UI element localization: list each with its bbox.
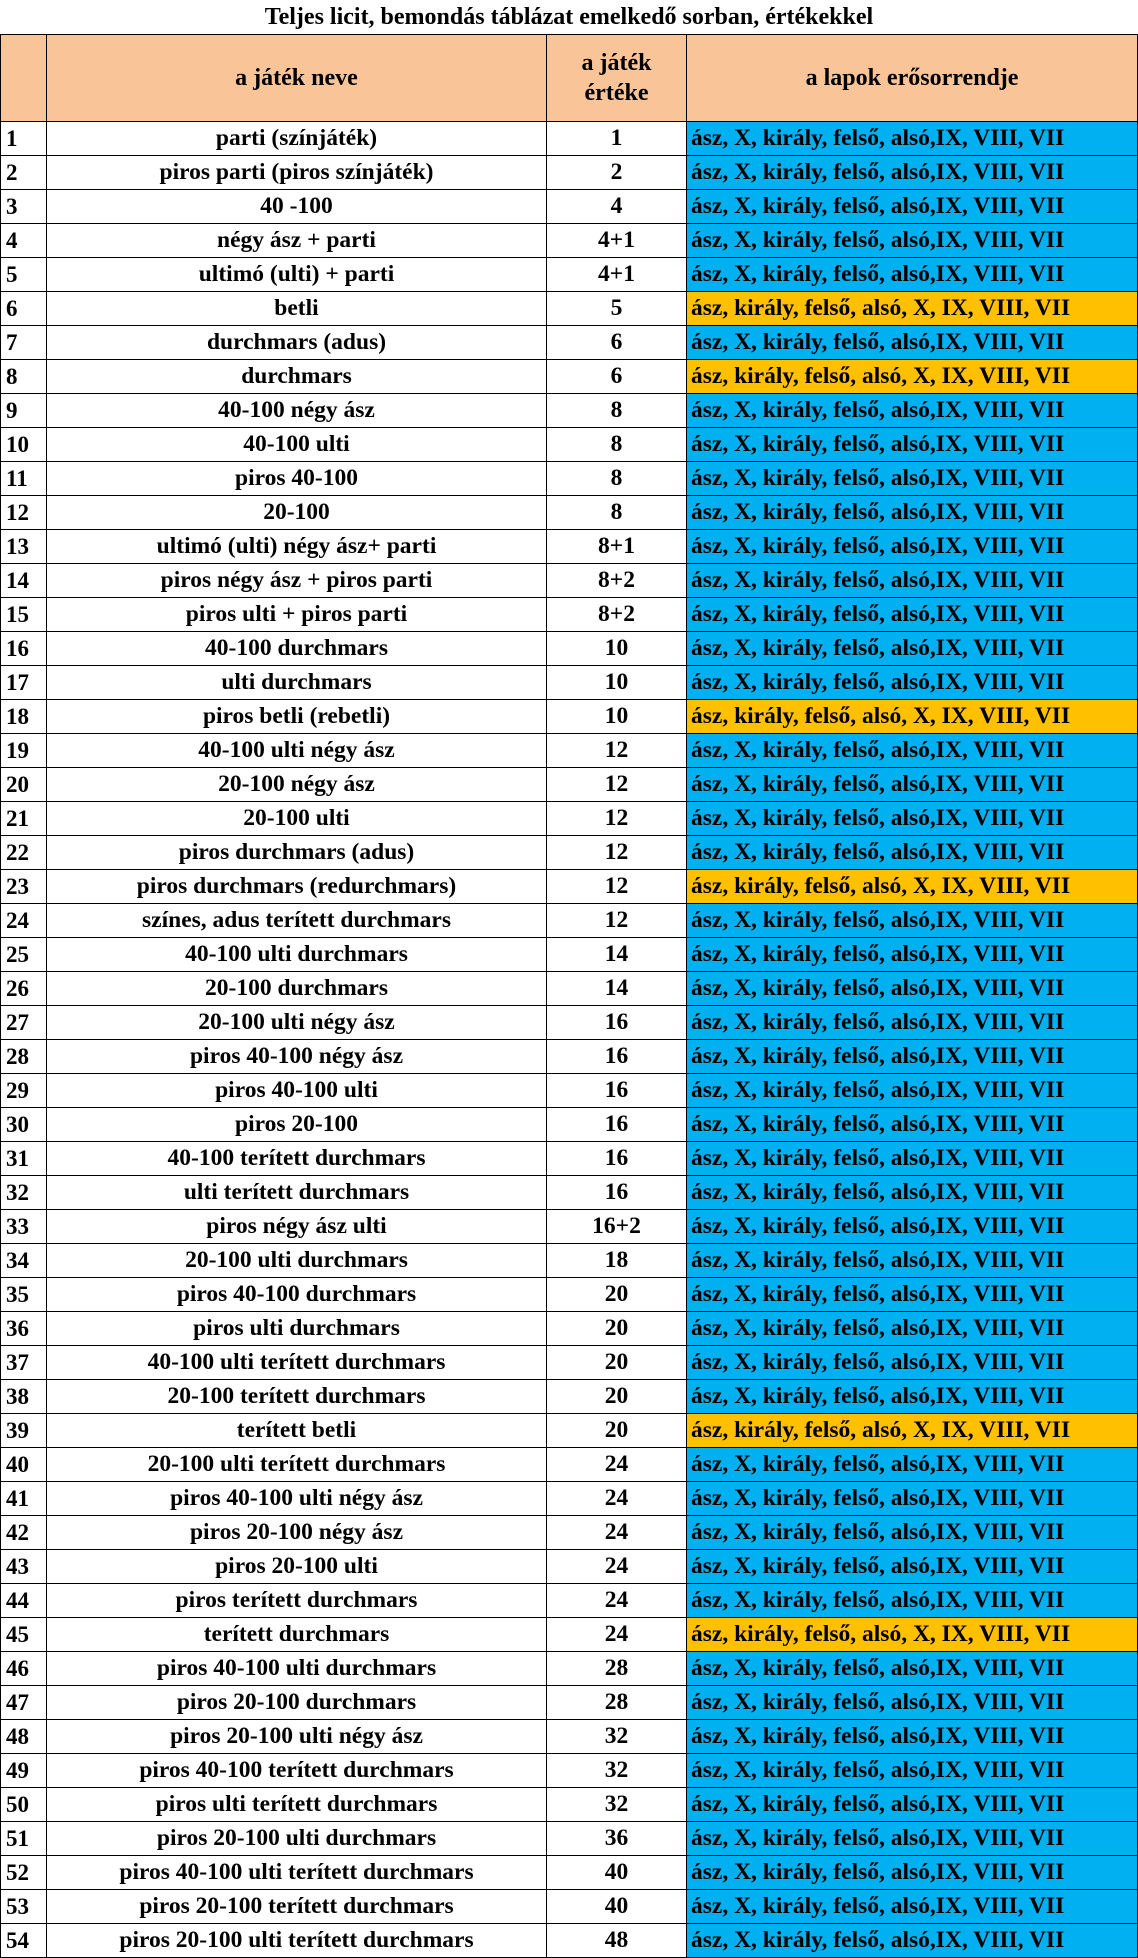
- card-order: ász, X, király, felső, alsó,IX, VIII, VII: [687, 598, 1138, 632]
- header-game-name: a játék neve: [47, 35, 547, 122]
- game-name: durchmars: [47, 360, 547, 394]
- table-row: [1, 1516, 1138, 1550]
- card-order: ász, király, felső, alsó, X, IX, VIII, VII: [687, 360, 1138, 394]
- card-order: ász, X, király, felső, alsó,IX, VIII, VII: [687, 1278, 1138, 1312]
- game-value: 24: [547, 1448, 687, 1482]
- table-row: [1, 734, 1138, 768]
- row-number: 27: [1, 1006, 47, 1040]
- game-name: négy ász + parti: [47, 224, 547, 258]
- table-row: [1, 904, 1138, 938]
- row-number: 49: [1, 1754, 47, 1788]
- card-order: ász, X, király, felső, alsó,IX, VIII, VII: [687, 1108, 1138, 1142]
- game-name: piros ulti + piros parti: [47, 598, 547, 632]
- table-row: [1, 666, 1138, 700]
- row-number: 44: [1, 1584, 47, 1618]
- game-name: 20-100 durchmars: [47, 972, 547, 1006]
- game-value: 24: [547, 1482, 687, 1516]
- card-order: ász, X, király, felső, alsó,IX, VIII, VII: [687, 1550, 1138, 1584]
- game-name: színes, adus terített durchmars: [47, 904, 547, 938]
- header-card-order: a lapok erősorrendje: [687, 35, 1138, 122]
- game-name: piros négy ász + piros parti: [47, 564, 547, 598]
- row-number: 17: [1, 666, 47, 700]
- card-order: ász, X, király, felső, alsó,IX, VIII, VII: [687, 1754, 1138, 1788]
- table-row: [1, 1210, 1138, 1244]
- table-row: [1, 1108, 1138, 1142]
- game-value: 8: [547, 462, 687, 496]
- card-order: ász, X, király, felső, alsó,IX, VIII, VII: [687, 258, 1138, 292]
- card-order: ász, X, király, felső, alsó,IX, VIII, VII: [687, 1006, 1138, 1040]
- game-value: 20: [547, 1346, 687, 1380]
- game-name: 40-100 négy ász: [47, 394, 547, 428]
- card-order: ász, X, király, felső, alsó,IX, VIII, VII: [687, 938, 1138, 972]
- card-order: ász, X, király, felső, alsó,IX, VIII, VII: [687, 1040, 1138, 1074]
- row-number: 48: [1, 1720, 47, 1754]
- card-order: ász, X, király, felső, alsó,IX, VIII, VII: [687, 394, 1138, 428]
- row-number: 24: [1, 904, 47, 938]
- game-value: 24: [547, 1618, 687, 1652]
- game-value: 14: [547, 938, 687, 972]
- card-order: ász, X, király, felső, alsó,IX, VIII, VII: [687, 564, 1138, 598]
- card-order: ász, X, király, felső, alsó,IX, VIII, VII: [687, 462, 1138, 496]
- row-number: 7: [1, 326, 47, 360]
- game-name: piros 20-100 ulti: [47, 1550, 547, 1584]
- game-name: piros 20-100 négy ász: [47, 1516, 547, 1550]
- row-number: 4: [1, 224, 47, 258]
- game-name: 40-100 ulti durchmars: [47, 938, 547, 972]
- card-order: ász, X, király, felső, alsó,IX, VIII, VII: [687, 1482, 1138, 1516]
- row-number: 11: [1, 462, 47, 496]
- card-order: ász, X, király, felső, alsó,IX, VIII, VII: [687, 1652, 1138, 1686]
- game-value: 8+1: [547, 530, 687, 564]
- row-number: 42: [1, 1516, 47, 1550]
- card-order: ász, X, király, felső, alsó,IX, VIII, VII: [687, 428, 1138, 462]
- game-name: piros 20-100: [47, 1108, 547, 1142]
- game-value: 8: [547, 428, 687, 462]
- game-name: piros 40-100 ulti négy ász: [47, 1482, 547, 1516]
- card-order: ász, X, király, felső, alsó,IX, VIII, VII: [687, 1516, 1138, 1550]
- table-row: [1, 1482, 1138, 1516]
- game-name: 40-100 durchmars: [47, 632, 547, 666]
- row-number: 40: [1, 1448, 47, 1482]
- table-row: [1, 1720, 1138, 1754]
- table-row: [1, 1924, 1138, 1958]
- row-number: 36: [1, 1312, 47, 1346]
- game-value: 16: [547, 1142, 687, 1176]
- table-row: [1, 1856, 1138, 1890]
- row-number: 6: [1, 292, 47, 326]
- card-order: ász, X, király, felső, alsó,IX, VIII, VII: [687, 496, 1138, 530]
- card-order: ász, X, király, felső, alsó,IX, VIII, VII: [687, 122, 1138, 156]
- row-number: 45: [1, 1618, 47, 1652]
- card-order: ász, X, király, felső, alsó,IX, VIII, VII: [687, 1448, 1138, 1482]
- game-name: terített durchmars: [47, 1618, 547, 1652]
- card-order: ász, király, felső, alsó, X, IX, VIII, VII: [687, 292, 1138, 326]
- row-number: 35: [1, 1278, 47, 1312]
- row-number: 43: [1, 1550, 47, 1584]
- game-value: 16: [547, 1074, 687, 1108]
- game-name: ulti durchmars: [47, 666, 547, 700]
- game-name: piros ulti durchmars: [47, 1312, 547, 1346]
- row-number: 19: [1, 734, 47, 768]
- table-row: [1, 1890, 1138, 1924]
- card-order: ász, X, király, felső, alsó,IX, VIII, VII: [687, 666, 1138, 700]
- game-name: piros 40-100 ulti durchmars: [47, 1652, 547, 1686]
- card-order: ász, X, király, felső, alsó,IX, VIII, VII: [687, 1788, 1138, 1822]
- game-name: 20-100 ulti durchmars: [47, 1244, 547, 1278]
- table-row: [1, 1550, 1138, 1584]
- game-value: 12: [547, 904, 687, 938]
- game-value: 48: [547, 1924, 687, 1958]
- table-row: [1, 836, 1138, 870]
- game-value: 24: [547, 1550, 687, 1584]
- table-row: [1, 394, 1138, 428]
- row-number: 21: [1, 802, 47, 836]
- row-number: 8: [1, 360, 47, 394]
- card-order: ász, király, felső, alsó, X, IX, VIII, VII: [687, 870, 1138, 904]
- game-value: 10: [547, 666, 687, 700]
- game-name: piros parti (piros színjáték): [47, 156, 547, 190]
- table-row: [1, 1652, 1138, 1686]
- game-name: 40-100 ulti terített durchmars: [47, 1346, 547, 1380]
- table-row: [1, 224, 1138, 258]
- game-value: 8+2: [547, 564, 687, 598]
- row-number: 33: [1, 1210, 47, 1244]
- game-name: piros betli (rebetli): [47, 700, 547, 734]
- game-value: 20: [547, 1312, 687, 1346]
- row-number: 51: [1, 1822, 47, 1856]
- row-number: 13: [1, 530, 47, 564]
- table-row: [1, 870, 1138, 904]
- game-value: 12: [547, 734, 687, 768]
- card-order: ász, király, felső, alsó, X, IX, VIII, VII: [687, 700, 1138, 734]
- game-name: 40-100 terített durchmars: [47, 1142, 547, 1176]
- game-name: 20-100: [47, 496, 547, 530]
- game-name: piros 40-100 ulti terített durchmars: [47, 1856, 547, 1890]
- bidding-table: [0, 34, 1138, 1958]
- table-row: [1, 530, 1138, 564]
- table-row: [1, 972, 1138, 1006]
- card-order: ász, király, felső, alsó, X, IX, VIII, VII: [687, 1414, 1138, 1448]
- game-value: 40: [547, 1856, 687, 1890]
- table-row: [1, 1686, 1138, 1720]
- game-value: 16: [547, 1176, 687, 1210]
- game-name: piros 20-100 ulti terített durchmars: [47, 1924, 547, 1958]
- table-row: [1, 938, 1138, 972]
- row-number: 26: [1, 972, 47, 1006]
- game-name: betli: [47, 292, 547, 326]
- game-value: 20: [547, 1380, 687, 1414]
- table-row: [1, 1040, 1138, 1074]
- game-value: 32: [547, 1788, 687, 1822]
- game-name: piros ulti terített durchmars: [47, 1788, 547, 1822]
- table-row: [1, 1312, 1138, 1346]
- card-order: ász, X, király, felső, alsó,IX, VIII, VII: [687, 1380, 1138, 1414]
- game-value: 36: [547, 1822, 687, 1856]
- card-order: ász, X, király, felső, alsó,IX, VIII, VII: [687, 632, 1138, 666]
- game-name: piros 40-100 terített durchmars: [47, 1754, 547, 1788]
- card-order: ász, X, király, felső, alsó,IX, VIII, VII: [687, 1244, 1138, 1278]
- table-row: [1, 1346, 1138, 1380]
- table-row: [1, 1380, 1138, 1414]
- game-name: 40 -100: [47, 190, 547, 224]
- row-number: 47: [1, 1686, 47, 1720]
- game-name: piros 40-100 négy ász: [47, 1040, 547, 1074]
- row-number: 2: [1, 156, 47, 190]
- table-row: [1, 496, 1138, 530]
- game-name: piros durchmars (adus): [47, 836, 547, 870]
- table-row: [1, 258, 1138, 292]
- row-number: 1: [1, 122, 47, 156]
- table-title: Teljes licit, bemondás táblázat emelkedő sorban, értékekkel: [264, 4, 874, 30]
- table-row: [1, 1244, 1138, 1278]
- game-value: 18: [547, 1244, 687, 1278]
- row-number: 12: [1, 496, 47, 530]
- game-name: 20-100 ulti terített durchmars: [47, 1448, 547, 1482]
- row-number: 28: [1, 1040, 47, 1074]
- row-number: 39: [1, 1414, 47, 1448]
- header-game-value-line1: a játék: [581, 50, 652, 76]
- card-order: ász, X, király, felső, alsó,IX, VIII, VII: [687, 224, 1138, 258]
- game-value: 24: [547, 1584, 687, 1618]
- game-name: ultimó (ulti) + parti: [47, 258, 547, 292]
- game-name: piros 40-100: [47, 462, 547, 496]
- card-order: ász, X, király, felső, alsó,IX, VIII, VII: [687, 1924, 1138, 1958]
- row-number: 50: [1, 1788, 47, 1822]
- card-order: ász, X, király, felső, alsó,IX, VIII, VII: [687, 1584, 1138, 1618]
- row-number: 52: [1, 1856, 47, 1890]
- table-row: [1, 292, 1138, 326]
- table-row: [1, 1788, 1138, 1822]
- header-number: [1, 35, 47, 122]
- card-order: ász, X, király, felső, alsó,IX, VIII, VII: [687, 1142, 1138, 1176]
- row-number: 32: [1, 1176, 47, 1210]
- game-value: 6: [547, 326, 687, 360]
- card-order: ász, X, király, felső, alsó,IX, VIII, VII: [687, 836, 1138, 870]
- table-row: [1, 190, 1138, 224]
- game-name: piros durchmars (redurchmars): [47, 870, 547, 904]
- game-value: 8: [547, 496, 687, 530]
- game-value: 1: [547, 122, 687, 156]
- table-row: [1, 802, 1138, 836]
- game-name: piros 20-100 terített durchmars: [47, 1890, 547, 1924]
- row-number: 5: [1, 258, 47, 292]
- game-value: 16: [547, 1006, 687, 1040]
- game-value: 10: [547, 632, 687, 666]
- game-value: 32: [547, 1720, 687, 1754]
- card-order: ász, X, király, felső, alsó,IX, VIII, VII: [687, 1890, 1138, 1924]
- row-number: 15: [1, 598, 47, 632]
- game-name: 40-100 ulti négy ász: [47, 734, 547, 768]
- row-number: 9: [1, 394, 47, 428]
- game-name: ultimó (ulti) négy ász+ parti: [47, 530, 547, 564]
- card-order: ász, X, király, felső, alsó,IX, VIII, VII: [687, 1346, 1138, 1380]
- table-row: [1, 564, 1138, 598]
- card-order: ász, X, király, felső, alsó,IX, VIII, VII: [687, 530, 1138, 564]
- game-name: 40-100 ulti: [47, 428, 547, 462]
- table-row: [1, 1822, 1138, 1856]
- game-value: 14: [547, 972, 687, 1006]
- game-name: 20-100 ulti: [47, 802, 547, 836]
- table-row: [1, 768, 1138, 802]
- game-value: 6: [547, 360, 687, 394]
- game-name: 20-100 négy ász: [47, 768, 547, 802]
- table-row: [1, 1448, 1138, 1482]
- table-row: [1, 326, 1138, 360]
- game-value: 12: [547, 836, 687, 870]
- row-number: 46: [1, 1652, 47, 1686]
- game-value: 28: [547, 1686, 687, 1720]
- card-order: ász, X, király, felső, alsó,IX, VIII, VII: [687, 1312, 1138, 1346]
- row-number: 53: [1, 1890, 47, 1924]
- game-value: 4+1: [547, 224, 687, 258]
- card-order: ász, X, király, felső, alsó,IX, VIII, VII: [687, 972, 1138, 1006]
- game-name: piros 20-100 ulti durchmars: [47, 1822, 547, 1856]
- game-value: 20: [547, 1414, 687, 1448]
- game-value: 4: [547, 190, 687, 224]
- row-number: 37: [1, 1346, 47, 1380]
- card-order: ász, X, király, felső, alsó,IX, VIII, VII: [687, 768, 1138, 802]
- table-row: [1, 700, 1138, 734]
- card-order: ász, X, király, felső, alsó,IX, VIII, VII: [687, 1176, 1138, 1210]
- game-value: 2: [547, 156, 687, 190]
- game-name: ulti terített durchmars: [47, 1176, 547, 1210]
- game-value: 40: [547, 1890, 687, 1924]
- game-name: piros 40-100 durchmars: [47, 1278, 547, 1312]
- row-number: 3: [1, 190, 47, 224]
- row-number: 34: [1, 1244, 47, 1278]
- table-row: [1, 1278, 1138, 1312]
- game-name: piros terített durchmars: [47, 1584, 547, 1618]
- game-value: 16: [547, 1108, 687, 1142]
- row-number: 22: [1, 836, 47, 870]
- game-value: 8+2: [547, 598, 687, 632]
- game-value: 32: [547, 1754, 687, 1788]
- game-value: 16+2: [547, 1210, 687, 1244]
- card-order: ász, X, király, felső, alsó,IX, VIII, VII: [687, 156, 1138, 190]
- row-number: 31: [1, 1142, 47, 1176]
- game-value: 12: [547, 768, 687, 802]
- row-number: 30: [1, 1108, 47, 1142]
- card-order: ász, X, király, felső, alsó,IX, VIII, VII: [687, 802, 1138, 836]
- row-number: 41: [1, 1482, 47, 1516]
- card-order: ász, X, király, felső, alsó,IX, VIII, VII: [687, 1074, 1138, 1108]
- table-row: [1, 1176, 1138, 1210]
- game-name: 20-100 terített durchmars: [47, 1380, 547, 1414]
- card-order: ász, X, király, felső, alsó,IX, VIII, VII: [687, 1822, 1138, 1856]
- header-row: [1, 35, 1138, 122]
- card-order: ász, X, király, felső, alsó,IX, VIII, VII: [687, 190, 1138, 224]
- game-name: durchmars (adus): [47, 326, 547, 360]
- row-number: 23: [1, 870, 47, 904]
- table-row: [1, 1074, 1138, 1108]
- game-value: 24: [547, 1516, 687, 1550]
- game-value: 5: [547, 292, 687, 326]
- game-value: 10: [547, 700, 687, 734]
- card-order: ász, X, király, felső, alsó,IX, VIII, VII: [687, 1210, 1138, 1244]
- row-number: 18: [1, 700, 47, 734]
- table-row: [1, 156, 1138, 190]
- game-value: 16: [547, 1040, 687, 1074]
- row-number: 20: [1, 768, 47, 802]
- header-game-value-line2: értéke: [584, 80, 649, 106]
- game-name: terített betli: [47, 1414, 547, 1448]
- game-value: 8: [547, 394, 687, 428]
- table-row: [1, 1618, 1138, 1652]
- table-row: [1, 598, 1138, 632]
- row-number: 54: [1, 1924, 47, 1958]
- row-number: 16: [1, 632, 47, 666]
- game-name: piros 40-100 ulti: [47, 1074, 547, 1108]
- table-row: [1, 1142, 1138, 1176]
- row-number: 38: [1, 1380, 47, 1414]
- game-name: piros 20-100 durchmars: [47, 1686, 547, 1720]
- game-name: piros 20-100 ulti négy ász: [47, 1720, 547, 1754]
- game-value: 20: [547, 1278, 687, 1312]
- row-number: 14: [1, 564, 47, 598]
- table-row: [1, 1754, 1138, 1788]
- header-game-value: [547, 35, 687, 122]
- game-value: 28: [547, 1652, 687, 1686]
- table-row: [1, 428, 1138, 462]
- row-number: 29: [1, 1074, 47, 1108]
- game-value: 4+1: [547, 258, 687, 292]
- table-row: [1, 1584, 1138, 1618]
- table-row: [1, 1006, 1138, 1040]
- table-row: [1, 122, 1138, 156]
- card-order: ász, X, király, felső, alsó,IX, VIII, VII: [687, 326, 1138, 360]
- game-name: parti (színjáték): [47, 122, 547, 156]
- card-order: ász, X, király, felső, alsó,IX, VIII, VII: [687, 734, 1138, 768]
- table-row: [1, 360, 1138, 394]
- table-row: [1, 462, 1138, 496]
- game-value: 12: [547, 870, 687, 904]
- card-order: ász, király, felső, alsó, X, IX, VIII, VII: [687, 1618, 1138, 1652]
- table-row: [1, 1414, 1138, 1448]
- table-row: [1, 632, 1138, 666]
- game-name: 20-100 ulti négy ász: [47, 1006, 547, 1040]
- row-number: 25: [1, 938, 47, 972]
- card-order: ász, X, király, felső, alsó,IX, VIII, VII: [687, 1686, 1138, 1720]
- card-order: ász, X, király, felső, alsó,IX, VIII, VII: [687, 1720, 1138, 1754]
- card-order: ász, X, király, felső, alsó,IX, VIII, VII: [687, 1856, 1138, 1890]
- card-order: ász, X, király, felső, alsó,IX, VIII, VII: [687, 904, 1138, 938]
- table-body: [1, 122, 1138, 1958]
- game-value: 12: [547, 802, 687, 836]
- game-name: piros négy ász ulti: [47, 1210, 547, 1244]
- row-number: 10: [1, 428, 47, 462]
